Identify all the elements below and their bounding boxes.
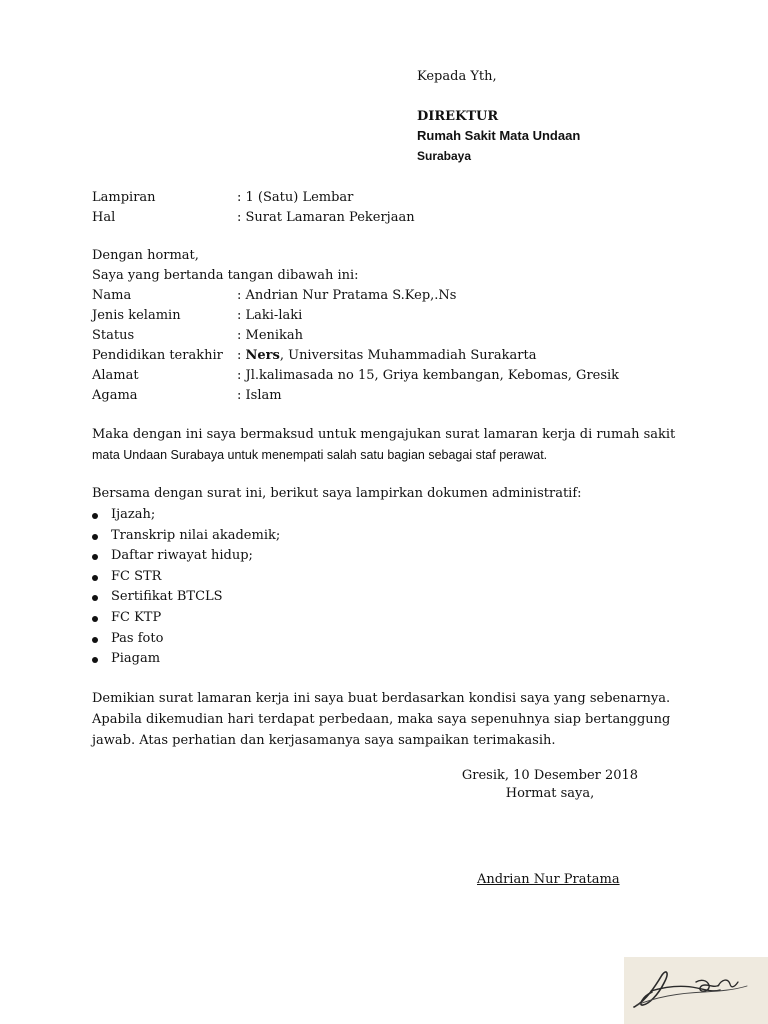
list-item: [92, 629, 280, 650]
identity-value: [237, 346, 536, 366]
bullet-icon: [92, 554, 98, 560]
identity-block: [92, 286, 692, 406]
identity-value: : Jl.kalimasada no 15, Griya kembangan, Kebomas, Gresik: [237, 368, 620, 383]
bullet-icon: [92, 534, 98, 540]
attachments-intro: Bersama dengan surat ini, berikut saya lampirkan dokumen administratif:: [92, 486, 582, 501]
identity-label: Jenis kelamin: [92, 308, 181, 323]
opening-block: [92, 246, 692, 286]
meta-value: : 1 (Satu) Lembar: [237, 190, 354, 205]
place-date: Gresik, 10 Desember 2018: [461, 768, 639, 783]
purpose-line: Maka dengan ini saya bermaksud untuk mengajukan surat lamaran kerja di rumah sakit: [92, 427, 676, 442]
salutation: Dengan hormat,: [92, 248, 199, 263]
identity-row: [92, 366, 692, 386]
recipient-block: [417, 68, 667, 166]
bullet-icon: [92, 637, 98, 643]
purpose-paragraph: [92, 424, 678, 466]
purpose-line: mata Undaan Surabaya untuk menempati salah satu bagian sebagai staf perawat.: [92, 448, 548, 462]
identity-row: [92, 326, 692, 346]
closing-paragraph: [92, 688, 678, 751]
list-item: [92, 608, 280, 629]
identity-value: : Menikah: [237, 328, 304, 343]
meta-value: : Surat Lamaran Pekerjaan: [237, 210, 415, 225]
attachment-text: FC KTP: [111, 609, 162, 625]
list-item: [92, 587, 280, 608]
letter-meta: [92, 188, 652, 228]
identity-value-suffix: , Universitas Muhammadiah Surakarta: [279, 348, 537, 363]
closing-line: Demikian surat lamaran kerja ini saya buat berdasarkan kondisi saya yang sebenarnya.: [92, 691, 671, 706]
closing-line: Apabila dikemudian hari terdapat perbedaan, maka saya sepenuhnya siap bertanggung: [92, 712, 671, 727]
closing-salutation: Hormat saya,: [505, 786, 595, 801]
meta-row: [92, 188, 652, 208]
bullet-icon: [92, 575, 98, 581]
attachment-text: Sertifikat BTCLS: [111, 589, 223, 605]
identity-row: [92, 346, 692, 366]
meta-row: [92, 208, 652, 228]
handwritten-signature-icon: [624, 957, 768, 1024]
identity-label: Pendidikan terakhir: [92, 348, 223, 363]
meta-label: Lampiran: [92, 190, 156, 205]
identity-row: [92, 306, 692, 326]
list-item: [92, 649, 280, 670]
recipient-hospital: Rumah Sakit Mata Undaan: [417, 128, 581, 143]
intro-sentence: Saya yang bertanda tangan dibawah ini:: [92, 268, 359, 283]
identity-label: Status: [92, 328, 135, 343]
identity-value-strong: Ners: [245, 348, 280, 363]
meta-label: Hal: [92, 210, 116, 225]
list-item: [92, 526, 280, 547]
identity-value: : Andrian Nur Pratama S.Kep,.Ns: [237, 288, 457, 303]
signoff-block: [400, 767, 700, 803]
attachment-text: Ijazah;: [111, 507, 156, 522]
identity-value-prefix: :: [237, 348, 246, 363]
attachments-list: [92, 505, 280, 670]
bullet-icon: [92, 616, 98, 622]
identity-label: Alamat: [92, 368, 139, 383]
recipient-greeting: Kepada Yth,: [417, 69, 497, 84]
identity-label: Nama: [92, 288, 132, 303]
identity-value: : Islam: [237, 388, 282, 403]
identity-value: : Laki-laki: [237, 308, 303, 323]
recipient-city: Surabaya: [417, 149, 472, 163]
attachment-text: FC STR: [111, 568, 162, 584]
attachment-text: Transkrip nilai akademik;: [111, 527, 281, 543]
attachment-text: Daftar riwayat hidup;: [111, 548, 253, 564]
bullet-icon: [92, 595, 98, 601]
bullet-icon: [92, 513, 98, 519]
list-item: [92, 546, 280, 567]
list-item: [92, 567, 280, 588]
signature-image: [624, 957, 768, 1024]
identity-row: [92, 286, 692, 306]
identity-row: [92, 386, 692, 406]
signatory-name: Andrian Nur Pratama: [477, 872, 620, 887]
recipient-title: DIREKTUR: [417, 109, 499, 124]
closing-line: jawab. Atas perhatian dan kerjasamanya saya sampaikan terimakasih.: [92, 733, 556, 748]
list-item: [92, 505, 280, 526]
bullet-icon: [92, 657, 98, 663]
identity-label: Agama: [92, 388, 138, 403]
attachment-text: Pas foto: [111, 630, 164, 646]
attachment-text: Piagam: [111, 651, 161, 667]
